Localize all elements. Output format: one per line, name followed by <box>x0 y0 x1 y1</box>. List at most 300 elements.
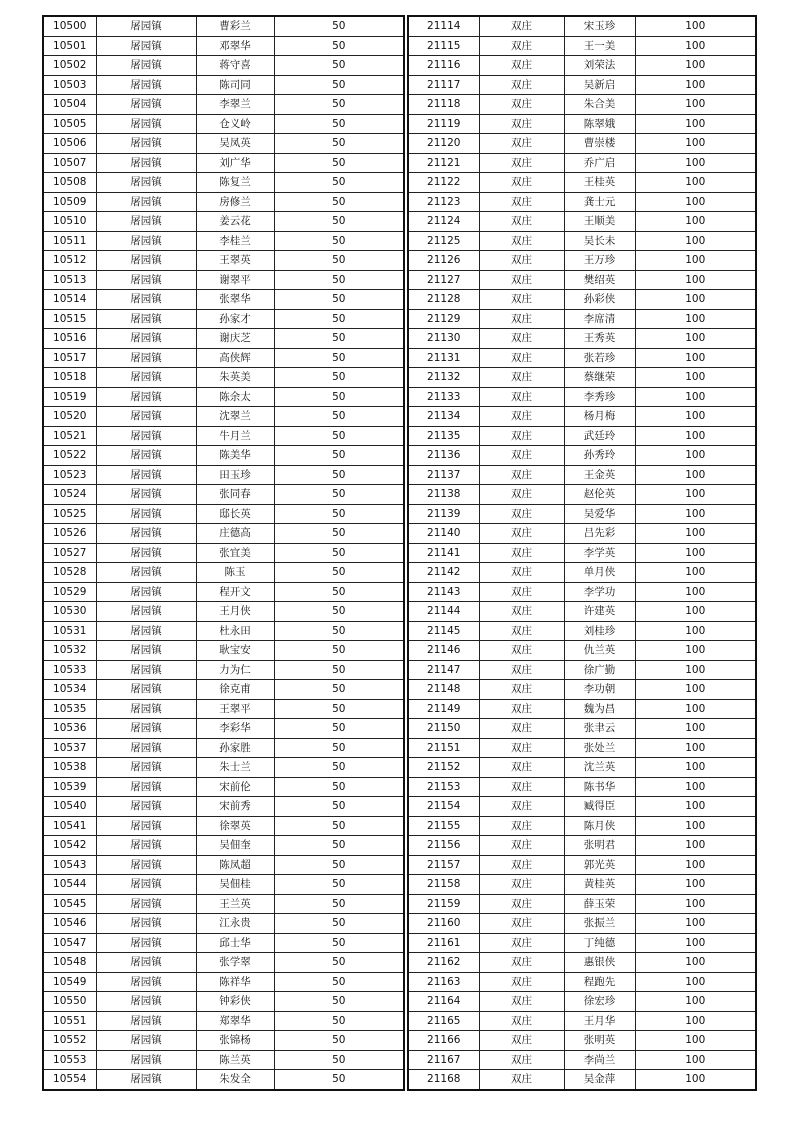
table-row <box>43 56 404 76</box>
name-cell: 王桂英 <box>564 173 635 193</box>
id-cell: 21140 <box>408 524 479 544</box>
name-cell: 沈翠兰 <box>196 407 274 427</box>
table-row <box>43 602 404 622</box>
table-row <box>43 758 404 778</box>
id-cell: 10532 <box>43 641 96 661</box>
town-cell: 双庄 <box>479 368 564 388</box>
town-cell: 双庄 <box>479 933 564 953</box>
name-cell: 王一美 <box>564 36 635 56</box>
town-cell: 屠园镇 <box>96 563 196 583</box>
town-cell: 双庄 <box>479 758 564 778</box>
amount-cell: 50 <box>274 134 404 154</box>
town-cell: 屠园镇 <box>96 524 196 544</box>
amount-cell: 50 <box>274 524 404 544</box>
id-cell: 21136 <box>408 446 479 466</box>
town-cell: 屠园镇 <box>96 543 196 563</box>
amount-cell: 50 <box>274 36 404 56</box>
amount-cell: 50 <box>274 309 404 329</box>
amount-cell: 100 <box>635 153 756 173</box>
table-row <box>43 212 404 232</box>
town-cell: 双庄 <box>479 914 564 934</box>
amount-cell: 50 <box>274 485 404 505</box>
amount-cell: 100 <box>635 894 756 914</box>
amount-cell: 100 <box>635 602 756 622</box>
town-cell: 双庄 <box>479 738 564 758</box>
name-cell: 仓义岭 <box>196 114 274 134</box>
name-cell: 邸长英 <box>196 504 274 524</box>
id-cell: 21152 <box>408 758 479 778</box>
amount-cell: 50 <box>274 368 404 388</box>
amount-cell: 100 <box>635 524 756 544</box>
amount-cell: 100 <box>635 719 756 739</box>
table-row <box>408 914 756 934</box>
amount-cell: 100 <box>635 972 756 992</box>
table-row <box>408 563 756 583</box>
id-cell: 21154 <box>408 797 479 817</box>
table-row <box>408 270 756 290</box>
name-cell: 张聿云 <box>564 719 635 739</box>
id-cell: 10544 <box>43 875 96 895</box>
table-row <box>43 894 404 914</box>
name-cell: 张处兰 <box>564 738 635 758</box>
amount-cell: 100 <box>635 933 756 953</box>
town-cell: 双庄 <box>479 504 564 524</box>
table-row <box>408 348 756 368</box>
amount-cell: 100 <box>635 368 756 388</box>
name-cell: 姜云花 <box>196 212 274 232</box>
town-cell: 双庄 <box>479 114 564 134</box>
name-cell: 朱英美 <box>196 368 274 388</box>
name-cell: 惠银侠 <box>564 953 635 973</box>
id-cell: 10537 <box>43 738 96 758</box>
id-cell: 21141 <box>408 543 479 563</box>
table-row <box>43 270 404 290</box>
name-cell: 朱发全 <box>196 1070 274 1090</box>
amount-cell: 100 <box>635 348 756 368</box>
id-cell: 10553 <box>43 1050 96 1070</box>
id-cell: 21134 <box>408 407 479 427</box>
table-row <box>43 992 404 1012</box>
amount-cell: 50 <box>274 75 404 95</box>
id-cell: 21121 <box>408 153 479 173</box>
id-cell: 10502 <box>43 56 96 76</box>
town-cell: 屠园镇 <box>96 855 196 875</box>
name-cell: 赵伦英 <box>564 485 635 505</box>
id-cell: 21146 <box>408 641 479 661</box>
town-cell: 双庄 <box>479 251 564 271</box>
table-row <box>408 602 756 622</box>
table-row <box>408 426 756 446</box>
table-row <box>43 719 404 739</box>
id-cell: 10518 <box>43 368 96 388</box>
town-cell: 屠园镇 <box>96 407 196 427</box>
name-cell: 吕先彩 <box>564 524 635 544</box>
table-row <box>408 641 756 661</box>
table-row <box>408 855 756 875</box>
table-row <box>408 75 756 95</box>
name-cell: 徐宏珍 <box>564 992 635 1012</box>
amount-cell: 50 <box>274 758 404 778</box>
amount-cell: 50 <box>274 953 404 973</box>
town-cell: 双庄 <box>479 446 564 466</box>
town-cell: 屠园镇 <box>96 1031 196 1051</box>
id-cell: 21148 <box>408 680 479 700</box>
name-cell: 李学功 <box>564 582 635 602</box>
town-cell: 双庄 <box>479 660 564 680</box>
id-cell: 21131 <box>408 348 479 368</box>
amount-cell: 50 <box>274 192 404 212</box>
town-cell: 双庄 <box>479 387 564 407</box>
name-cell: 钟彩侠 <box>196 992 274 1012</box>
name-cell: 蔡继荣 <box>564 368 635 388</box>
id-cell: 21164 <box>408 992 479 1012</box>
table-row <box>43 16 404 36</box>
table-row <box>408 543 756 563</box>
table-row <box>43 1011 404 1031</box>
amount-cell: 50 <box>274 992 404 1012</box>
table-row <box>43 231 404 251</box>
town-cell: 双庄 <box>479 153 564 173</box>
table-row <box>408 894 756 914</box>
town-cell: 屠园镇 <box>96 36 196 56</box>
town-cell: 屠园镇 <box>96 270 196 290</box>
id-cell: 10504 <box>43 95 96 115</box>
amount-cell: 50 <box>274 914 404 934</box>
id-cell: 21165 <box>408 1011 479 1031</box>
town-cell: 双庄 <box>479 1031 564 1051</box>
name-cell: 郭光英 <box>564 855 635 875</box>
town-cell: 屠园镇 <box>96 309 196 329</box>
town-cell: 双庄 <box>479 56 564 76</box>
name-cell: 张振兰 <box>564 914 635 934</box>
town-cell: 屠园镇 <box>96 699 196 719</box>
name-cell: 武廷玲 <box>564 426 635 446</box>
town-cell: 双庄 <box>479 75 564 95</box>
town-cell: 屠园镇 <box>96 797 196 817</box>
town-cell: 屠园镇 <box>96 641 196 661</box>
town-cell: 双庄 <box>479 777 564 797</box>
name-cell: 黄桂英 <box>564 875 635 895</box>
table-row <box>408 368 756 388</box>
id-cell: 10501 <box>43 36 96 56</box>
name-cell: 李翠兰 <box>196 95 274 115</box>
table-row <box>408 446 756 466</box>
id-cell: 10517 <box>43 348 96 368</box>
table-row <box>43 192 404 212</box>
amount-cell: 100 <box>635 407 756 427</box>
amount-cell: 100 <box>635 309 756 329</box>
amount-cell: 100 <box>635 290 756 310</box>
table-row <box>43 641 404 661</box>
id-cell: 21126 <box>408 251 479 271</box>
name-cell: 吴爱华 <box>564 504 635 524</box>
name-cell: 朱合美 <box>564 95 635 115</box>
table-row <box>408 95 756 115</box>
id-cell: 21145 <box>408 621 479 641</box>
amount-cell: 100 <box>635 816 756 836</box>
id-cell: 10508 <box>43 173 96 193</box>
id-cell: 10523 <box>43 465 96 485</box>
id-cell: 10506 <box>43 134 96 154</box>
id-cell: 10539 <box>43 777 96 797</box>
id-cell: 21161 <box>408 933 479 953</box>
name-cell: 陈美华 <box>196 446 274 466</box>
town-cell: 屠园镇 <box>96 777 196 797</box>
town-cell: 双庄 <box>479 836 564 856</box>
name-cell: 陈余太 <box>196 387 274 407</box>
name-cell: 徐克甫 <box>196 680 274 700</box>
table-row <box>408 485 756 505</box>
table-row <box>43 836 404 856</box>
town-cell: 屠园镇 <box>96 582 196 602</box>
name-cell: 陈翠娥 <box>564 114 635 134</box>
name-cell: 王秀英 <box>564 329 635 349</box>
table-row <box>43 153 404 173</box>
amount-cell: 100 <box>635 1011 756 1031</box>
id-cell: 10551 <box>43 1011 96 1031</box>
table-row <box>408 836 756 856</box>
id-cell: 21135 <box>408 426 479 446</box>
name-cell: 魏为昌 <box>564 699 635 719</box>
id-cell: 10542 <box>43 836 96 856</box>
town-cell: 双庄 <box>479 719 564 739</box>
name-cell: 王顺美 <box>564 212 635 232</box>
amount-cell: 100 <box>635 95 756 115</box>
amount-cell: 100 <box>635 446 756 466</box>
table-row <box>408 1050 756 1070</box>
id-cell: 21115 <box>408 36 479 56</box>
amount-cell: 50 <box>274 407 404 427</box>
town-cell: 双庄 <box>479 543 564 563</box>
town-cell: 双庄 <box>479 680 564 700</box>
town-cell: 屠园镇 <box>96 446 196 466</box>
table-row <box>408 933 756 953</box>
id-cell: 21157 <box>408 855 479 875</box>
table-row <box>43 368 404 388</box>
table-row <box>408 1031 756 1051</box>
name-cell: 吴佃奎 <box>196 836 274 856</box>
table-row <box>43 95 404 115</box>
table-row <box>408 758 756 778</box>
town-cell: 双庄 <box>479 699 564 719</box>
table-row <box>408 680 756 700</box>
town-cell: 屠园镇 <box>96 95 196 115</box>
table-row <box>408 972 756 992</box>
table-row <box>43 621 404 641</box>
amount-cell: 50 <box>274 329 404 349</box>
amount-cell: 100 <box>635 1070 756 1090</box>
amount-cell: 50 <box>274 270 404 290</box>
town-cell: 双庄 <box>479 270 564 290</box>
table-row <box>43 329 404 349</box>
amount-cell: 100 <box>635 36 756 56</box>
name-cell: 陈司同 <box>196 75 274 95</box>
table-row <box>43 348 404 368</box>
id-cell: 21159 <box>408 894 479 914</box>
table-row <box>43 387 404 407</box>
table-row <box>43 446 404 466</box>
table-row <box>43 816 404 836</box>
amount-cell: 50 <box>274 816 404 836</box>
name-cell: 蒋守喜 <box>196 56 274 76</box>
id-cell: 10505 <box>43 114 96 134</box>
town-cell: 屠园镇 <box>96 348 196 368</box>
town-cell: 屠园镇 <box>96 1011 196 1031</box>
town-cell: 屠园镇 <box>96 894 196 914</box>
town-cell: 屠园镇 <box>96 738 196 758</box>
amount-cell: 50 <box>274 1011 404 1031</box>
table-row <box>43 75 404 95</box>
town-cell: 屠园镇 <box>96 1070 196 1090</box>
id-cell: 10522 <box>43 446 96 466</box>
name-cell: 陈玉 <box>196 563 274 583</box>
amount-cell: 100 <box>635 387 756 407</box>
amount-cell: 50 <box>274 212 404 232</box>
table-row <box>408 173 756 193</box>
amount-cell: 50 <box>274 173 404 193</box>
name-cell: 孙彩侠 <box>564 290 635 310</box>
town-cell: 屠园镇 <box>96 758 196 778</box>
amount-cell: 50 <box>274 972 404 992</box>
id-cell: 21144 <box>408 602 479 622</box>
town-cell: 双庄 <box>479 816 564 836</box>
amount-cell: 50 <box>274 777 404 797</box>
amount-cell: 50 <box>274 465 404 485</box>
town-cell: 双庄 <box>479 563 564 583</box>
town-cell: 双庄 <box>479 16 564 36</box>
table-row <box>43 114 404 134</box>
town-cell: 双庄 <box>479 524 564 544</box>
id-cell: 10540 <box>43 797 96 817</box>
name-cell: 薛玉荣 <box>564 894 635 914</box>
id-cell: 21114 <box>408 16 479 36</box>
id-cell: 21155 <box>408 816 479 836</box>
town-cell: 双庄 <box>479 797 564 817</box>
id-cell: 10530 <box>43 602 96 622</box>
town-cell: 双庄 <box>479 1050 564 1070</box>
amount-cell: 50 <box>274 426 404 446</box>
id-cell: 10521 <box>43 426 96 446</box>
table-row <box>43 797 404 817</box>
id-cell: 21133 <box>408 387 479 407</box>
amount-cell: 50 <box>274 660 404 680</box>
town-cell: 双庄 <box>479 348 564 368</box>
name-cell: 张若珍 <box>564 348 635 368</box>
table-row <box>43 290 404 310</box>
name-cell: 李功朝 <box>564 680 635 700</box>
table-row <box>43 309 404 329</box>
table-row <box>43 251 404 271</box>
table-row <box>408 407 756 427</box>
name-cell: 力为仁 <box>196 660 274 680</box>
amount-cell: 100 <box>635 836 756 856</box>
name-cell: 陈月侠 <box>564 816 635 836</box>
table-row <box>408 153 756 173</box>
id-cell: 10535 <box>43 699 96 719</box>
id-cell: 10528 <box>43 563 96 583</box>
town-cell: 屠园镇 <box>96 504 196 524</box>
town-cell: 屠园镇 <box>96 836 196 856</box>
town-cell: 双庄 <box>479 290 564 310</box>
id-cell: 10510 <box>43 212 96 232</box>
name-cell: 邓翠华 <box>196 36 274 56</box>
amount-cell: 100 <box>635 797 756 817</box>
name-cell: 李桂兰 <box>196 231 274 251</box>
id-cell: 10536 <box>43 719 96 739</box>
amount-cell: 100 <box>635 992 756 1012</box>
name-cell: 宋前伦 <box>196 777 274 797</box>
id-cell: 21163 <box>408 972 479 992</box>
amount-cell: 100 <box>635 426 756 446</box>
id-cell: 21143 <box>408 582 479 602</box>
amount-cell: 100 <box>635 329 756 349</box>
id-cell: 21138 <box>408 485 479 505</box>
town-cell: 屠园镇 <box>96 485 196 505</box>
town-cell: 屠园镇 <box>96 465 196 485</box>
name-cell: 朱士兰 <box>196 758 274 778</box>
table-row <box>43 680 404 700</box>
name-cell: 徐广勤 <box>564 660 635 680</box>
amount-cell: 100 <box>635 16 756 36</box>
id-cell: 21142 <box>408 563 479 583</box>
amount-cell: 50 <box>274 738 404 758</box>
name-cell: 张同春 <box>196 485 274 505</box>
name-cell: 田玉珍 <box>196 465 274 485</box>
town-cell: 屠园镇 <box>96 1050 196 1070</box>
town-cell: 屠园镇 <box>96 231 196 251</box>
id-cell: 21153 <box>408 777 479 797</box>
name-cell: 孙秀玲 <box>564 446 635 466</box>
table-row <box>43 543 404 563</box>
id-cell: 21149 <box>408 699 479 719</box>
amount-cell: 100 <box>635 953 756 973</box>
amount-cell: 50 <box>274 621 404 641</box>
town-cell: 屠园镇 <box>96 953 196 973</box>
amount-cell: 50 <box>274 894 404 914</box>
id-cell: 21122 <box>408 173 479 193</box>
table-row <box>408 290 756 310</box>
amount-cell: 100 <box>635 758 756 778</box>
table-row <box>408 1011 756 1031</box>
amount-cell: 100 <box>635 875 756 895</box>
name-cell: 孙家胜 <box>196 738 274 758</box>
amount-cell: 100 <box>635 855 756 875</box>
amount-cell: 50 <box>274 836 404 856</box>
name-cell: 牛月兰 <box>196 426 274 446</box>
id-cell: 10533 <box>43 660 96 680</box>
right-table <box>407 15 757 1091</box>
amount-cell: 50 <box>274 290 404 310</box>
town-cell: 屠园镇 <box>96 660 196 680</box>
id-cell: 10545 <box>43 894 96 914</box>
name-cell: 仇兰英 <box>564 641 635 661</box>
amount-cell: 100 <box>635 56 756 76</box>
id-cell: 21118 <box>408 95 479 115</box>
name-cell: 刘荣法 <box>564 56 635 76</box>
table-row <box>43 485 404 505</box>
amount-cell: 50 <box>274 797 404 817</box>
amount-cell: 100 <box>635 134 756 154</box>
table-row <box>43 953 404 973</box>
amount-cell: 50 <box>274 387 404 407</box>
table-row <box>408 816 756 836</box>
table-row <box>43 972 404 992</box>
table-row <box>408 582 756 602</box>
table-row <box>43 134 404 154</box>
town-cell: 双庄 <box>479 894 564 914</box>
town-cell: 双庄 <box>479 212 564 232</box>
amount-cell: 50 <box>274 231 404 251</box>
